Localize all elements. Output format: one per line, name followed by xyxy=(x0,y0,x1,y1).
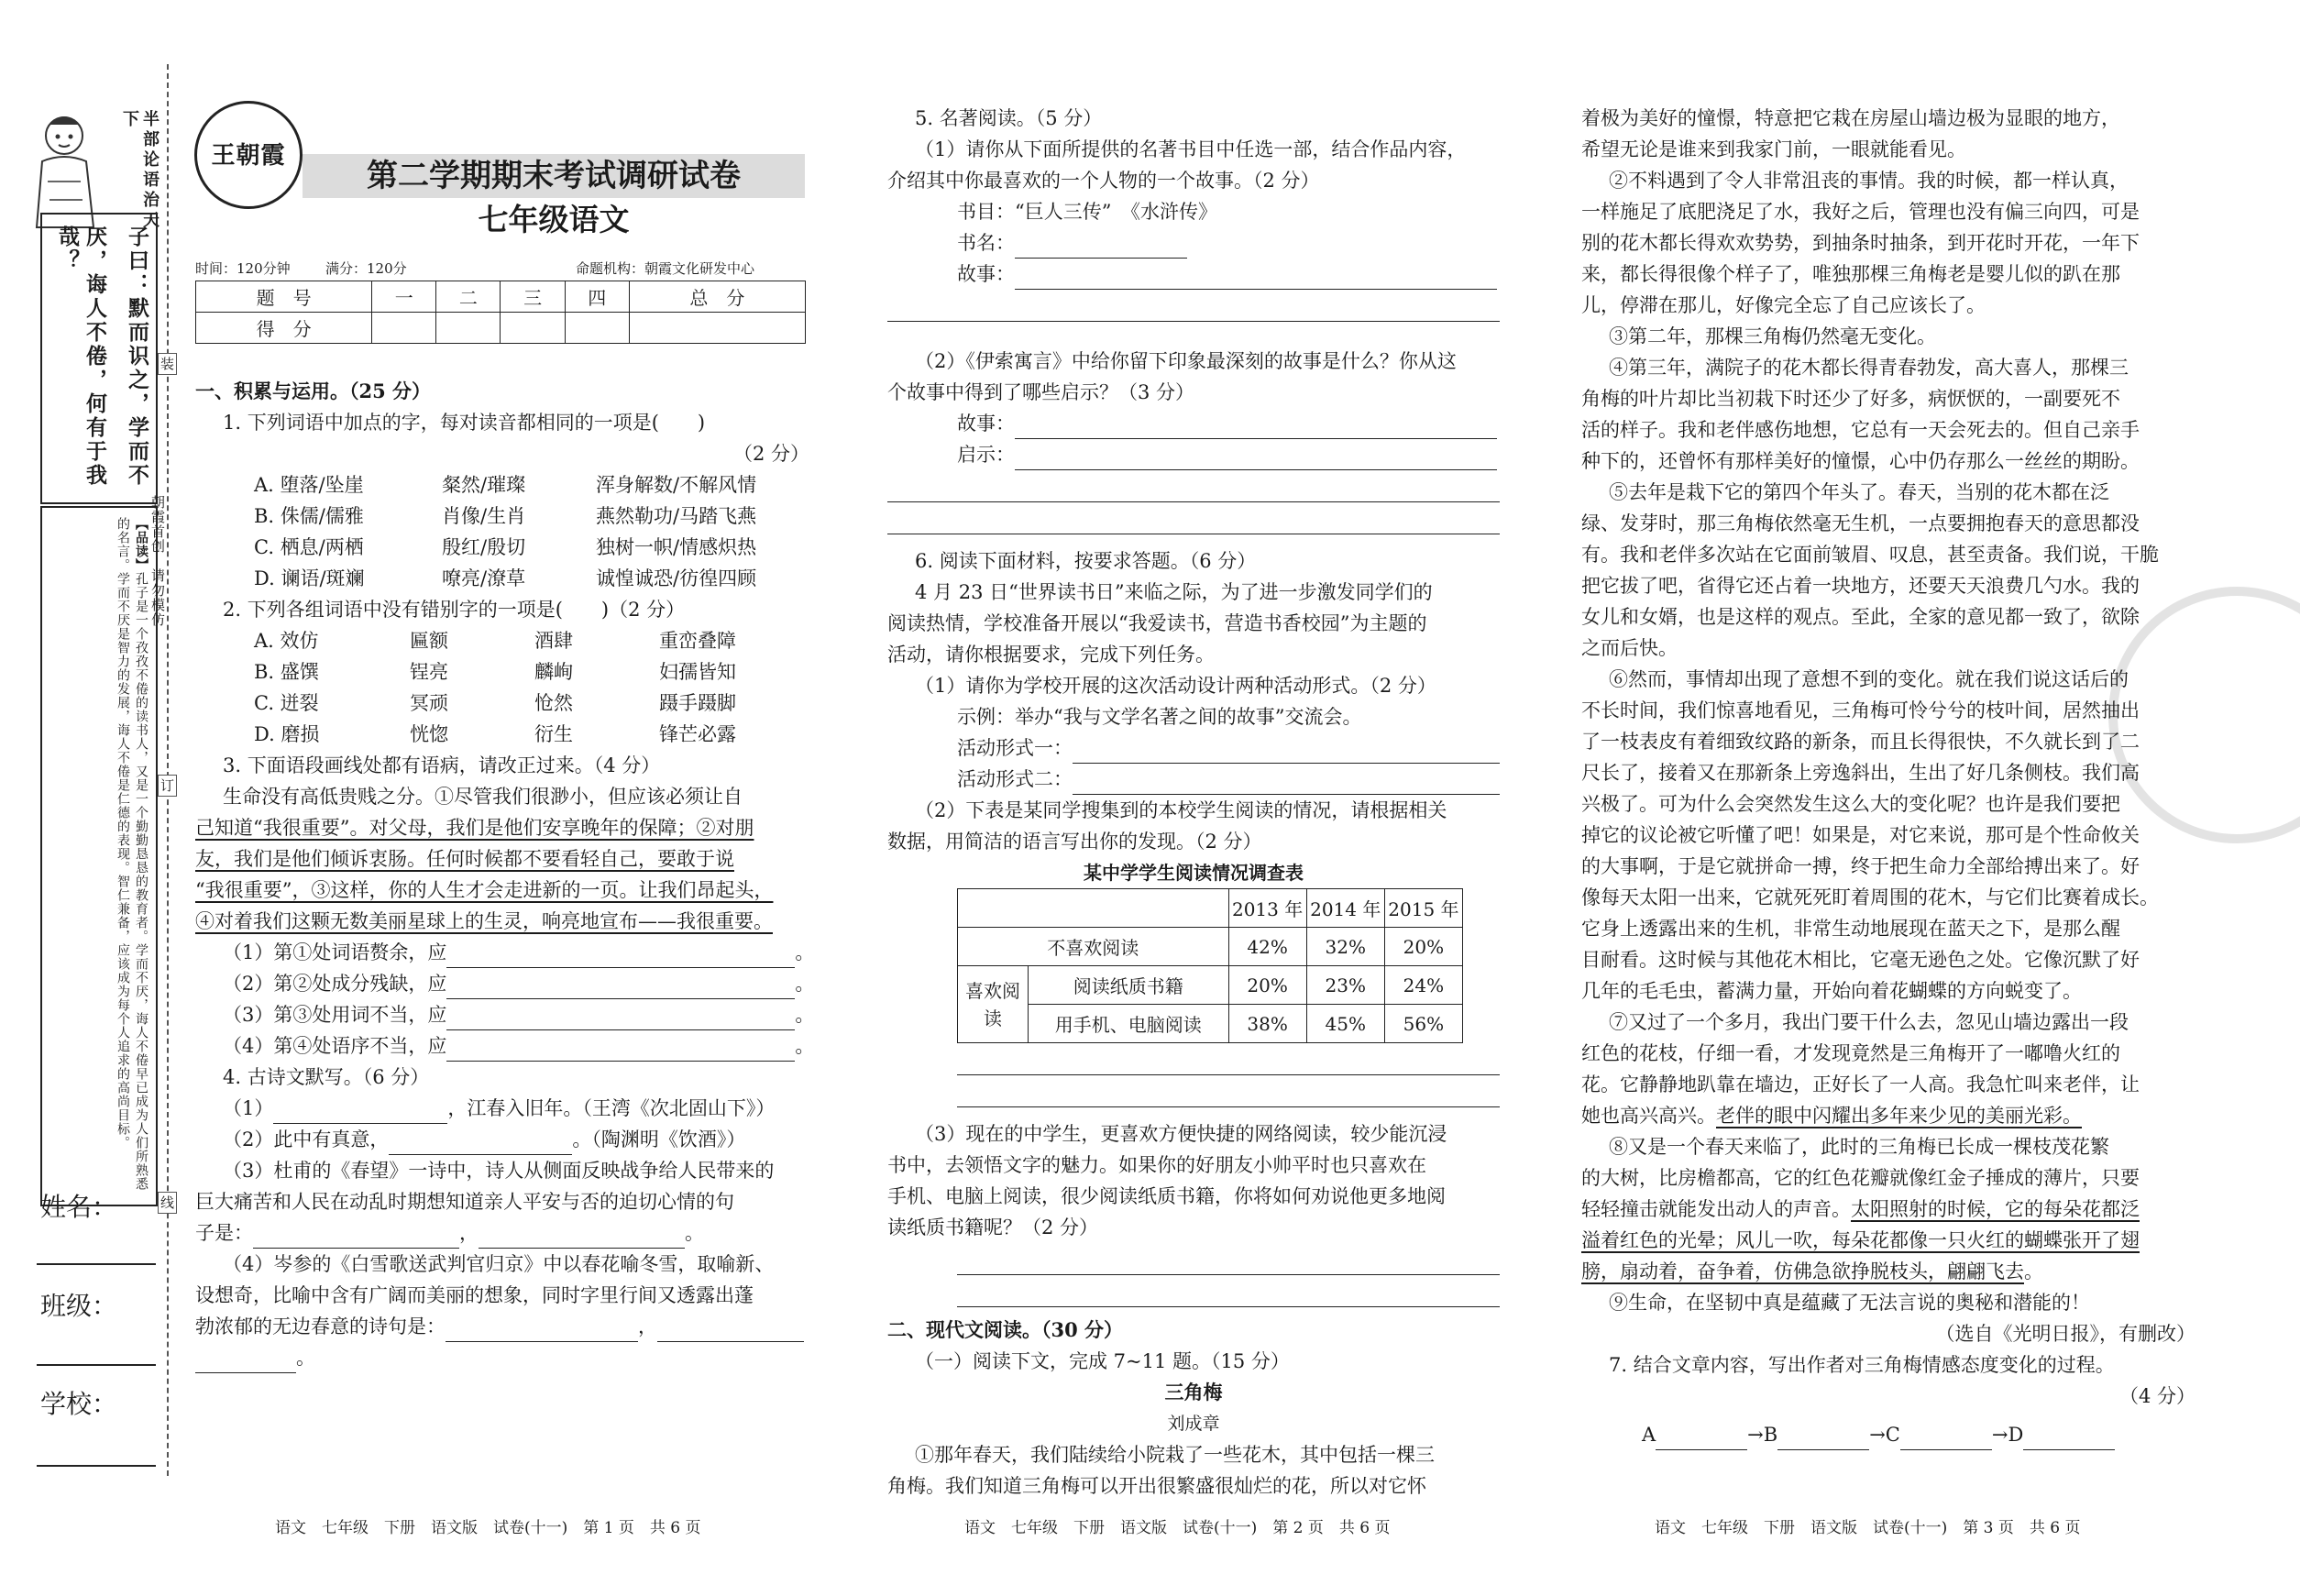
survey-year: 2013 年 xyxy=(1228,889,1306,928)
answer-line[interactable] xyxy=(957,1243,1500,1275)
answer-line[interactable] xyxy=(957,1075,1500,1107)
flow-c: →C xyxy=(1869,1424,1900,1446)
q5-2-insight-row xyxy=(887,439,1500,470)
answer-blank[interactable] xyxy=(195,1352,296,1373)
punct: 。 xyxy=(296,1347,315,1369)
opt: B. 盛馔 xyxy=(254,661,319,683)
comment-body: 孔子是一个孜孜不倦的读书人，又是一个勤勤恳恳的教育者。学而不厌，诲人不倦早已成为人们所熟悉的名言。学而不厌是智力的发展，诲人不倦是仁德的表现。智仁兼备，应该成为每个人追求的高尚目标。 xyxy=(116,517,149,1191)
q4-3-line: 巨大痛苦和人民在动乱时期想知道亲人平安与否的迫切心情的句 xyxy=(195,1191,734,1213)
survey-cell: 38% xyxy=(1228,1005,1306,1043)
article-line: 别的花木都长得欢欢势势，到抽条时抽条，到开花时开花，一年下 xyxy=(1581,232,2140,254)
q2-option[interactable] xyxy=(254,719,809,750)
opt: 浑身解数/不解风情 xyxy=(596,474,757,496)
q7-score: （4 分） xyxy=(2118,1385,2195,1407)
score-header-cell: 四 xyxy=(565,281,629,313)
q6-para-line: 4 月 23 日“世界读书日”来临之际，为了进一步激发同学们的 xyxy=(915,581,1433,603)
survey-cell: 23% xyxy=(1306,966,1384,1005)
article-line: 像每天太阳一出来，它就死死盯着周围的花木，与它们比赛着成长。 xyxy=(1581,886,2159,908)
school-label: 学校： xyxy=(40,1389,118,1419)
q1-option[interactable] xyxy=(254,532,809,563)
opt: D. 磨损 xyxy=(254,723,320,745)
q6-3-line: （3）现在的中学生，更喜欢方便快捷的网络阅读，较少能沉浸 xyxy=(915,1123,1447,1145)
survey-cell: 56% xyxy=(1384,1005,1462,1043)
answer-line[interactable] xyxy=(957,1275,1500,1307)
section-2-heading: 二、现代文阅读。（30 分） xyxy=(887,1318,1124,1341)
q6-2-line: （2）下表是某同学搜集到的本校学生阅读的情况，请根据相关 xyxy=(915,799,1447,821)
survey-row-label: 用手机、电脑阅读 xyxy=(1029,1005,1229,1043)
class-label: 班级： xyxy=(40,1291,118,1321)
answer-blank[interactable] xyxy=(479,1227,685,1249)
comment-box xyxy=(40,506,158,1206)
article-title: 三角梅 xyxy=(1164,1381,1223,1403)
q6-para-line: 活动，请你根据要求，完成下列任务。 xyxy=(887,644,1215,666)
article-line: ①那年春天，我们陆续给小院栽了一些花木，其中包括一棵三 xyxy=(915,1444,1435,1466)
q1-text: 1. 下列词语中加点的字，每对读音都相同的一项是( ) xyxy=(223,412,706,434)
q5-books: 书目：“巨人三传” 《水浒传》 xyxy=(957,201,1217,223)
punct: ， xyxy=(638,1315,657,1337)
q3-sub-label: （3）第③处用词不当，应 xyxy=(223,1004,447,1026)
score-row-label: 得 分 xyxy=(196,313,372,344)
article-line: 一样施足了底肥浇足了水，我好之后，管理也没有偏三向四，可是 xyxy=(1581,201,2140,223)
opt: A. 效仿 xyxy=(254,630,319,652)
article-line: 红色的花枝，仔细一看，才发现竟然是三角梅开了一嘟噜火红的 xyxy=(1581,1042,2120,1064)
opt: 重峦叠障 xyxy=(659,630,736,652)
answer-blank[interactable] xyxy=(253,1227,459,1249)
article-source: （选自《光明日报》，有删改） xyxy=(1935,1323,2195,1345)
answer-line[interactable] xyxy=(887,290,1500,322)
name-label: 姓名： xyxy=(40,1192,118,1222)
q3-text: 3. 下面语段画线处都有语病，请改正过来。（4 分） xyxy=(223,754,661,776)
page-1-body xyxy=(195,376,815,1373)
exam-org: 命题机构：朝霞文化研发中心 xyxy=(576,260,755,277)
answer-line[interactable] xyxy=(957,1043,1500,1075)
q4-4-label: 勃浓郁的无边春意的诗句是： xyxy=(195,1315,446,1337)
survey-cell: 20% xyxy=(1228,966,1306,1005)
survey-corner xyxy=(958,889,1229,928)
answer-blank[interactable] xyxy=(446,1009,795,1030)
article-line: 的大事啊，于是它就拼命一搏，终于把生命力全部给搏出来了。好 xyxy=(1581,855,2140,877)
score-input[interactable] xyxy=(501,313,565,344)
article-line: ⑤去年是栽下它的第四个年头了。春天，当别的花木都在泛 xyxy=(1609,481,2109,503)
q6-1-text: （1）请你为学校开展的这次活动设计两种活动形式。（2 分） xyxy=(915,675,1436,697)
underlined-text: 老伴的眼中闪耀出多年来少见的美丽光彩。 xyxy=(1716,1105,2082,1127)
q4-text: 4. 古诗文默写。（6 分） xyxy=(223,1066,430,1088)
article-line: ⑥然而，事情却出现了意想不到的变化。就在我们说这话后的 xyxy=(1609,668,2129,690)
q2-option[interactable] xyxy=(254,688,809,719)
opt: 冥顽 xyxy=(410,692,448,714)
page-2-body xyxy=(887,103,1500,1502)
q4-1-text: ，江春入旧年。（王湾《次北固山下》） xyxy=(447,1097,776,1119)
article-line-36 xyxy=(1581,1194,2195,1225)
q5-2-story-row xyxy=(887,408,1500,439)
opt: 燕然勒功/马踏飞燕 xyxy=(596,505,757,527)
article-line: 掉它的议论被它听懂了吧！如果是，对它来说，那可是个性命攸关 xyxy=(1581,824,2140,846)
opt: 蹑手蹑脚 xyxy=(659,692,736,714)
form1-label: 活动形式一： xyxy=(957,737,1073,759)
article-line-underlined: 溢着红色的光晕；风儿一吹，每朵花都像一只火红的蝴蝶张开了翅 xyxy=(1581,1229,2140,1251)
opt: A. 堕落/坠崖 xyxy=(254,474,364,496)
cut-mark-3: 线 xyxy=(158,1192,177,1214)
article-line: ④第三年，满院子的花木都长得青春勃发，高大喜人，那棵三 xyxy=(1609,357,2129,379)
q1-score: （2 分） xyxy=(732,443,809,465)
q3-paragraph-line: 己知道“我很重要”。对父母，我们是他们安享晚年的保障；②对朋 xyxy=(195,817,754,839)
punct: 。 xyxy=(685,1222,704,1244)
q5-1-line: 介绍其中你最喜欢的一个人物的一个故事。（2 分） xyxy=(887,170,1320,192)
text: 。 xyxy=(2024,1260,2043,1282)
score-header-cell: 题 号 xyxy=(196,281,372,313)
survey-cell: 20% xyxy=(1384,928,1462,966)
q1-options xyxy=(195,469,809,594)
name-field[interactable] xyxy=(37,1263,156,1265)
cut-mark-1: 装 xyxy=(158,353,177,375)
punct: 。 xyxy=(795,973,815,995)
q4-3-answer xyxy=(195,1217,809,1249)
article-line: ⑦又过了一个多月，我出门要干什么去，忽见山墙边露出一段 xyxy=(1609,1011,2129,1033)
q4-1 xyxy=(195,1093,809,1124)
q6-para-line: 阅读热情，学校准备开展以“我爱读书，营造书香校园”为主题的 xyxy=(887,612,1427,634)
q4-3-label: 子是： xyxy=(195,1222,253,1244)
q3-sub-label: （1）第①处词语赘余，应 xyxy=(223,941,447,963)
q3-sub-label: （4）第④处语序不当，应 xyxy=(223,1035,447,1057)
article-line: 目耐看。这时候与其他花木相比，它毫无逊色之处。它像沉默了好 xyxy=(1581,949,2140,971)
opt: 独树一帜/情感炽热 xyxy=(596,536,757,558)
opt: 怆然 xyxy=(534,692,573,714)
exam-full-score: 满分：120分 xyxy=(325,260,407,277)
article-line: 花。它静静地趴靠在墙边，正好长了一人高。我急忙叫来老伴，让 xyxy=(1581,1073,2140,1095)
opt: 酒肆 xyxy=(534,630,573,652)
article-line: 希望无论是谁来到我家门前，一眼就能看见。 xyxy=(1581,138,1966,160)
answer-blank[interactable] xyxy=(657,1321,804,1342)
answer-blank[interactable] xyxy=(1073,774,1500,795)
q6-3-line: 读纸质书籍呢？（2 分） xyxy=(887,1216,1099,1238)
score-header-cell: 总 分 xyxy=(629,281,805,313)
quote-line-2: 厌，诲人不倦，何有于我哉？ xyxy=(55,226,107,488)
q5-bookname-label: 书名： xyxy=(957,232,1015,254)
q5-2-line: 个故事中得到了哪些启示？（3 分） xyxy=(887,381,1195,403)
q5-1-line: （1）请你从下面所提供的名著书目中任选一部，结合作品内容， xyxy=(915,138,1467,160)
q3-paragraph-line: 友，我们是他们倾诉衷肠。任何时候都不要看轻自己，要敢于说 xyxy=(195,848,734,870)
section-2-sub: （一）阅读下文，完成 7~11 题。（15 分） xyxy=(915,1350,1290,1372)
answer-blank[interactable] xyxy=(446,1040,795,1062)
q2-option[interactable] xyxy=(254,656,809,688)
q7-flow xyxy=(1581,1419,2195,1450)
cut-line xyxy=(167,64,169,1476)
survey-year: 2014 年 xyxy=(1306,889,1384,928)
q6-3-line: 手机、电脑上阅读，很少阅读纸质书籍，你将如何劝说他更多地阅 xyxy=(887,1185,1446,1207)
article-line: 不长时间，我们惊喜地看见，三角梅可怜兮兮的枝叶间，居然抽出 xyxy=(1581,699,2140,721)
opt: C. 迸裂 xyxy=(254,692,319,714)
opt: C. 栖息/两栖 xyxy=(254,536,364,558)
exam-subtitle: 七年级语文 xyxy=(478,202,630,237)
article-line: 绿、发芽时，那三角梅依然毫无生机，一点要拥抱春天的意思都没 xyxy=(1581,512,2140,534)
left-sidebar xyxy=(18,64,165,1549)
survey-row-label: 不喜欢阅读 xyxy=(958,928,1229,966)
exam-time: 时间：120分钟 xyxy=(195,260,291,277)
q5-bookname-row xyxy=(887,227,1500,259)
q3-sub-label: （2）第②处成分残缺，应 xyxy=(223,973,447,995)
answer-blank[interactable] xyxy=(1900,1429,1992,1450)
page-3-footer: 语文 七年级 下册 语文版 试卷(十一) 第 3 页 共 6 页 xyxy=(1655,1519,2081,1537)
score-input[interactable] xyxy=(565,313,629,344)
punct: ， xyxy=(459,1222,479,1244)
q5-2-line: （2）《伊索寓言》中给你留下印象最深刻的故事是什么？你从这 xyxy=(915,350,1457,372)
survey-table xyxy=(957,888,1463,1043)
comment-text xyxy=(114,517,150,1195)
survey-year: 2015 年 xyxy=(1384,889,1462,928)
article-line: 活的样子。我和老伴感伤地想，它总有一天会死去的。但自己亲手 xyxy=(1581,419,2140,441)
article-line: 有。我和老伴多次站在它面前皱眉、叹息，甚至责备。我们说，干脆 xyxy=(1581,544,2159,566)
answer-blank[interactable] xyxy=(1073,743,1500,764)
survey-row-label: 阅读纸质书籍 xyxy=(1029,966,1229,1005)
sidebar-slogan: 半部论语治天下 xyxy=(120,110,160,231)
q1-option[interactable] xyxy=(254,563,809,594)
q4-2 xyxy=(195,1124,809,1155)
q1-option[interactable] xyxy=(254,469,809,501)
q3-sub xyxy=(195,1030,815,1062)
score-header-cell: 一 xyxy=(372,281,436,313)
score-header-cell: 二 xyxy=(436,281,501,313)
q6-1-form2-row xyxy=(887,764,1500,795)
article-line: ③第二年，那棵三角梅仍然毫无变化。 xyxy=(1609,325,1936,347)
article-line: 角梅。我们知道三角梅可以开出很繁盛很灿烂的花，所以对它怀 xyxy=(887,1475,1426,1497)
article-line: 兴极了。可为什么会突然发生这么大的变化呢？也许是我们要把 xyxy=(1581,793,2120,815)
answer-blank[interactable] xyxy=(273,1103,447,1124)
answer-blank[interactable] xyxy=(1015,269,1497,290)
article-line: 来，都长得很像个样子了，唯独那棵三角梅老是婴儿似的趴在那 xyxy=(1581,263,2120,285)
flow-b: →B xyxy=(1747,1424,1778,1446)
q5-text: 5. 名著阅读。（5 分） xyxy=(915,107,1103,129)
article-line: 角梅的叶片却比当初栽下时还少了好多，病恹恹的，一副要死不 xyxy=(1581,388,2120,410)
opt: 妇孺皆知 xyxy=(659,661,736,683)
page-1-footer: 语文 七年级 下册 语文版 试卷(十一) 第 1 页 共 6 页 xyxy=(275,1519,701,1537)
answer-line[interactable] xyxy=(887,502,1500,534)
punct: 。 xyxy=(795,1035,815,1057)
q4-2-text: 。（陶渊明《饮酒》） xyxy=(572,1128,746,1150)
q3-sub xyxy=(195,968,815,999)
opt: 锃亮 xyxy=(410,661,448,683)
page-2-footer: 语文 七年级 下册 语文版 试卷(十一) 第 2 页 共 6 页 xyxy=(964,1519,1391,1537)
answer-blank[interactable] xyxy=(1777,1429,1869,1450)
q4-3-line: （3）杜甫的《春望》一诗中，诗人从侧面反映战争给人民带来的 xyxy=(223,1160,775,1182)
article-line-33 xyxy=(1581,1100,2195,1131)
survey-title: 某中学学生阅读情况调查表 xyxy=(1084,862,1304,884)
q4-1-label: （1） xyxy=(223,1097,274,1119)
score-header-cell: 三 xyxy=(501,281,565,313)
page-3-body xyxy=(1581,103,2195,1450)
q2-option[interactable] xyxy=(254,625,809,656)
q6-2-line: 数据，用简洁的语言写出你的发现。（2 分） xyxy=(887,831,1262,853)
q6-1-form1-row xyxy=(887,732,1500,764)
article-line: 把它拔了吧，省得它还占着一块地方，还要天天浪费几勺水。我的 xyxy=(1581,575,2140,597)
punct: 。 xyxy=(795,941,815,963)
article-author: 刘成章 xyxy=(1167,1414,1220,1434)
article-line: 女儿和女婿，也是这样的观点。至此，全家的意见都一致了，欲除 xyxy=(1581,606,2140,628)
q5-2-insight-label: 启示： xyxy=(957,444,1015,466)
opt: 麟峋 xyxy=(534,661,573,683)
q6-3-line: 书中，去领悟文字的魅力。如果你的好朋友小帅平时也只喜欢在 xyxy=(887,1154,1426,1176)
article-line: 它身上透露出来的生机，非常生动地展现在蓝天之下，是那么醒 xyxy=(1581,918,2120,940)
answer-line[interactable] xyxy=(887,470,1500,502)
score-input[interactable] xyxy=(372,313,436,344)
q3-paragraph-line: 生命没有高低贵贱之分。①尽管我们很渺小，但应该必须让自 xyxy=(223,786,743,808)
underlined-text: 膀，扇动着，奋争着，仿佛急欲挣脱枝头，翩翩飞去 xyxy=(1581,1260,2024,1282)
q5-story-row xyxy=(887,259,1500,290)
school-field[interactable] xyxy=(37,1465,156,1467)
comment-label: 【品读】 xyxy=(134,517,149,572)
survey-cell: 42% xyxy=(1228,928,1306,966)
q5-story-label: 故事： xyxy=(957,263,1015,285)
opt: 诚惶诚恐/彷徨四顾 xyxy=(596,567,757,589)
q3-sub xyxy=(195,937,815,968)
text: 她也高兴高兴。 xyxy=(1581,1105,1716,1127)
section-1-heading: 一、积累与运用。（25 分） xyxy=(195,380,432,402)
q4-4-line: （4）岑参的《白雪歌送武判官归京》中以春花喻冬雪，取喻新、 xyxy=(223,1253,775,1275)
opt: 粲然/璀璨 xyxy=(442,474,526,496)
underlined-text: 太阳照射的时候，它的每朵花都泛 xyxy=(1851,1198,2140,1220)
q1-option[interactable] xyxy=(254,501,809,532)
article-line: ⑧又是一个春天来临了，此时的三角梅已长成一棵枝茂花繁 xyxy=(1609,1136,2109,1158)
answer-blank[interactable] xyxy=(446,1321,638,1342)
class-field[interactable] xyxy=(37,1364,156,1366)
q6-1-example: 示例：举办“我与文学名著之间的故事”交流会。 xyxy=(957,706,1362,728)
logo-text: 王朝霞 xyxy=(211,142,286,170)
article-line-38 xyxy=(1581,1256,2195,1287)
q3-paragraph-line: ④对着我们这颗无数美丽星球上的生灵，响亮地宣布——我很重要。 xyxy=(195,910,773,932)
opt: 锋芒必露 xyxy=(659,723,736,745)
q3-sub xyxy=(195,999,815,1030)
exam-title: 第二学期期末考试调研试卷 xyxy=(367,158,741,194)
q2-options xyxy=(195,625,809,750)
article-continued xyxy=(1581,103,2195,1100)
brand-notice: 朝霞首创 请勿模仿 xyxy=(149,495,166,627)
opt: 肖像/生肖 xyxy=(442,505,526,527)
q4-4-answer xyxy=(195,1311,809,1342)
answer-blank[interactable] xyxy=(1015,418,1497,439)
opt: 殷红/殷切 xyxy=(442,536,526,558)
article-line: 尺长了，接着又在那新条上旁逸斜出，生出了好几条侧枝。我们高 xyxy=(1581,762,2140,784)
survey-cell: 32% xyxy=(1306,928,1384,966)
score-table xyxy=(195,281,806,344)
flow-d: →D xyxy=(1991,1424,2024,1446)
flow-a: A xyxy=(1642,1424,1656,1446)
quote-box xyxy=(40,213,158,504)
answer-blank[interactable] xyxy=(446,978,795,999)
score-input[interactable] xyxy=(629,313,805,344)
form2-label: 活动形式二： xyxy=(957,768,1073,790)
article-line: 着极为美好的憧憬，特意把它栽在房屋山墙边极为显眼的地方， xyxy=(1581,107,2120,129)
article-line: 的大树，比房檐都高，它的红色花瓣就像红金子捶成的薄片，只要 xyxy=(1581,1167,2140,1189)
opt: 衍生 xyxy=(534,723,573,745)
answer-blank[interactable] xyxy=(1015,237,1187,259)
answer-blank[interactable] xyxy=(1656,1429,1747,1450)
q2-text: 2. 下列各组词语中没有错别字的一项是( )（2 分） xyxy=(223,599,686,621)
survey-cell: 24% xyxy=(1384,966,1462,1005)
punct: 。 xyxy=(795,1004,815,1026)
answer-blank[interactable] xyxy=(389,1134,572,1155)
opt: 嘹亮/潦草 xyxy=(442,567,526,589)
article-line: ②不料遇到了令人非常沮丧的事情。我的时候，都一样认真， xyxy=(1609,170,2129,192)
article-line: 之而后快。 xyxy=(1581,637,1678,659)
q7-text: 7. 结合文章内容，写出作者对三角梅情感态度变化的过程。 xyxy=(1609,1354,2115,1376)
answer-blank[interactable] xyxy=(446,947,795,968)
cut-mark-2: 订 xyxy=(158,775,177,797)
q4-4-line: 设想奇，比喻中含有广阔而美丽的想象，同时字里行间又透露出蓬 xyxy=(195,1284,754,1306)
survey-cell: 45% xyxy=(1306,1005,1384,1043)
q3-paragraph-line: “我很重要”，③这样，你的人生才会走进新的一页。让我们昂起头， xyxy=(195,879,774,901)
text: 轻轻撞击就能发出动人的声音。 xyxy=(1581,1198,1851,1220)
article-line: ⑨生命，在坚韧中真是蕴藏了无法言说的奥秘和潜能的！ xyxy=(1609,1292,2090,1314)
opt: D. 谰语/斑斓 xyxy=(254,567,365,589)
article-line: 种下的，还曾怀有那样美好的憧憬，心中仍存那么一丝丝的期盼。 xyxy=(1581,450,2140,472)
article-line: 几年的毛毛虫，蓄满力量，开始向着花蝴蝶的方向蜕变了。 xyxy=(1581,980,2082,1002)
opt: B. 侏儒/儒雅 xyxy=(254,505,364,527)
logo-seal xyxy=(194,101,303,209)
opt: 恍惚 xyxy=(410,723,448,745)
quote-line-1: 子曰：默而识之，学而不 xyxy=(125,226,149,488)
survey-group-label: 喜欢阅读 xyxy=(958,966,1029,1043)
score-input[interactable] xyxy=(436,313,501,344)
answer-blank[interactable] xyxy=(2023,1429,2115,1450)
article-line: 了一枝表皮有着细致纹路的新条，而且长得很快，不久就长到了二 xyxy=(1581,731,2140,753)
q4-4-answer-cont xyxy=(195,1342,809,1373)
article-line: 儿，停滞在那儿，好像完全忘了自己应该长了。 xyxy=(1581,294,1986,316)
q6-text: 6. 阅读下面材料，按要求答题。（6 分） xyxy=(915,550,1257,572)
answer-blank[interactable] xyxy=(1015,449,1497,470)
q4-2-label: （2）此中有真意， xyxy=(223,1128,390,1150)
opt: 匾额 xyxy=(410,630,448,652)
q5-2-story-label: 故事： xyxy=(957,413,1015,435)
